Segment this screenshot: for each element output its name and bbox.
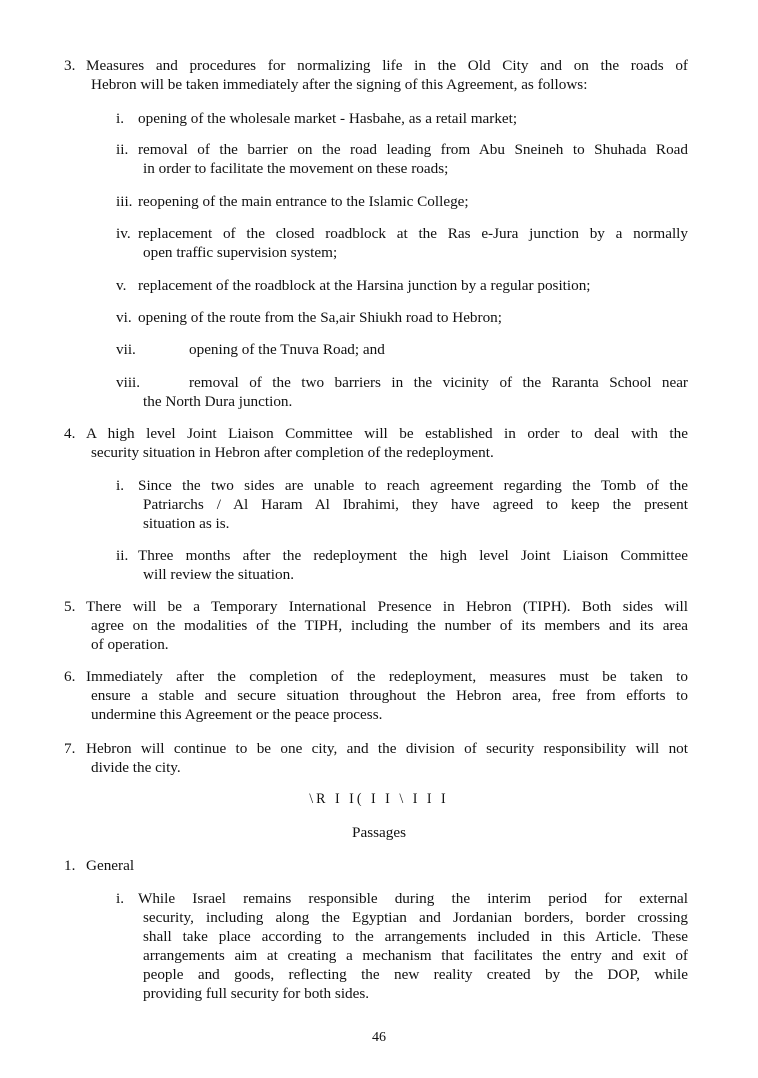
subitem-3-vii-number: vii. bbox=[116, 341, 136, 358]
subitem-3-v-text: replacement of the roadblock at the Harsina junction by a regular position; bbox=[138, 277, 591, 294]
subitem-3-iv-number: iv. bbox=[116, 225, 131, 242]
item-6-number: 6. bbox=[64, 668, 76, 685]
subitem-3-ii-text: in order to facilitate the movement on these roads; bbox=[143, 160, 449, 177]
section-1-subitem-i-text: people and goods, reflecting the new reality created by the DOP, while bbox=[143, 966, 688, 983]
subitem-4-i-text: Since the two sides are unable to reach agreement regarding the Tomb of the bbox=[138, 477, 688, 494]
subitem-3-viii-number: viii. bbox=[116, 374, 141, 391]
subitem-3-v-number: v. bbox=[116, 277, 127, 294]
item-5-text-line: agree on the modalities of the TIPH, including the number of its members and its area bbox=[91, 617, 688, 634]
section-1-number: 1. bbox=[64, 857, 76, 874]
item-7-number: 7. bbox=[64, 740, 76, 757]
subitem-4-i-text: Patriarchs / Al Haram Al Ibrahimi, they have agreed to keep the present bbox=[143, 496, 688, 513]
section-1-subitem-i-number: i. bbox=[116, 890, 125, 907]
item-3-number: 3. bbox=[64, 57, 76, 74]
item-7-text-line: divide the city. bbox=[91, 759, 181, 776]
item-6-text-line: Immediately after the completion of the redeployment, measures must be taken to bbox=[86, 668, 688, 685]
section-1-subitem-i-text: While Israel remains responsible during the interim period for external bbox=[138, 890, 688, 907]
section-1-subitem-i-text: security, including along the Egyptian and Jordanian borders, border crossing bbox=[143, 909, 688, 926]
subitem-3-viii-text: removal of the two barriers in the vicinity of the Raranta School near bbox=[189, 374, 688, 391]
item-3-text-line: Hebron will be taken immediately after the signing of this Agreement, as follows: bbox=[91, 76, 588, 93]
item-5-text-line: of operation. bbox=[91, 636, 169, 653]
subitem-4-i-text: situation as is. bbox=[143, 515, 230, 532]
page-number: 46 bbox=[372, 1030, 386, 1045]
subitem-3-vi-number: vi. bbox=[116, 309, 132, 326]
subitem-3-ii-text: removal of the barrier on the road leading from Abu Sneineh to Shuhada Road bbox=[138, 141, 688, 158]
subitem-4-ii-number: ii. bbox=[116, 547, 129, 564]
item-4-number: 4. bbox=[64, 425, 76, 442]
item-6-text-line: ensure a stable and secure situation throughout the Hebron area, free from efforts to bbox=[91, 687, 688, 704]
item-7-text-line: Hebron will continue to be one city, and the division of security responsibility will not bbox=[86, 740, 688, 757]
subitem-4-i-number: i. bbox=[116, 477, 125, 494]
item-5-number: 5. bbox=[64, 598, 76, 615]
subitem-3-iv-text: replacement of the closed roadblock at the Ras e-Jura junction by a normally bbox=[138, 225, 688, 242]
section-1-subitem-i-text: providing full security for both sides. bbox=[143, 985, 370, 1002]
subitem-3-iv-text: open traffic supervision system; bbox=[143, 244, 338, 261]
subitem-3-viii-text: the North Dura junction. bbox=[143, 393, 293, 410]
section-1-title: General bbox=[86, 857, 135, 874]
subitem-3-vi-text: opening of the route from the Sa,air Shiukh road to Hebron; bbox=[138, 309, 502, 326]
item-3-text-line: Measures and procedures for normalizing life in the Old City and on the roads of bbox=[86, 57, 688, 74]
article-subtitle: Passages bbox=[352, 824, 406, 841]
item-6-text-line: undermine this Agreement or the peace process. bbox=[91, 706, 383, 723]
subitem-3-i-text: opening of the wholesale market - Hasbahe, as a retail market; bbox=[138, 110, 518, 127]
subitem-3-iii-number: iii. bbox=[116, 193, 133, 210]
item-4-text-line: security situation in Hebron after completion of the redeployment. bbox=[91, 444, 494, 461]
subitem-3-vii-text: opening of the Tnuva Road; and bbox=[189, 341, 385, 358]
article-heading: \R I I( I I \ I I I bbox=[309, 791, 449, 808]
subitem-3-ii-number: ii. bbox=[116, 141, 129, 158]
subitem-3-iii-text: reopening of the main entrance to the Islamic College; bbox=[138, 193, 469, 210]
item-5-text-line: There will be a Temporary International Presence in Hebron (TIPH). Both sides will bbox=[86, 598, 688, 615]
section-1-subitem-i-text: arrangements aim at creating a mechanism that facilitates the entry and exit of bbox=[143, 947, 688, 964]
section-1-subitem-i-text: shall take place according to the arrangements included in this Article. These bbox=[143, 928, 688, 945]
subitem-3-i-number: i. bbox=[116, 110, 125, 127]
subitem-4-ii-text: Three months after the redeployment the high level Joint Liaison Committee bbox=[138, 547, 688, 564]
item-4-text-line: A high level Joint Liaison Committee will be established in order to deal with the bbox=[86, 425, 688, 442]
subitem-4-ii-text: will review the situation. bbox=[143, 566, 294, 583]
